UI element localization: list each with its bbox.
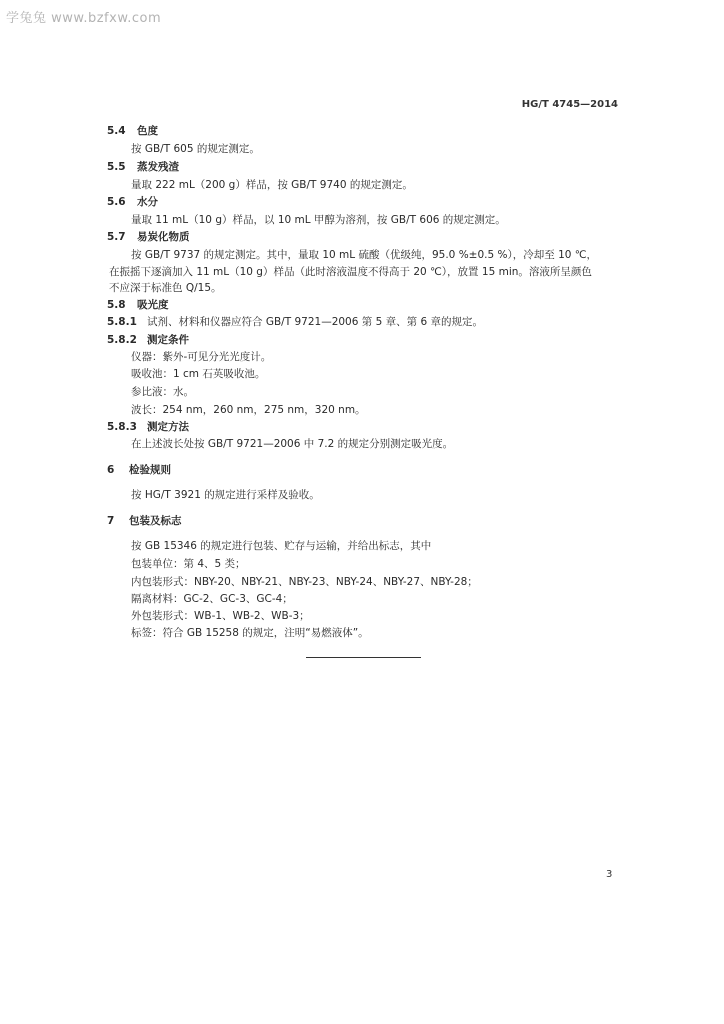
page-number: 3: [606, 869, 613, 880]
section-5-8-3-text: 在上述波长处按 GB/T 9721—2006 中 7.2 的规定分别测定吸光度。: [131, 438, 454, 450]
section-5-5-heading: [107, 161, 179, 174]
section-title: 色度: [137, 125, 158, 137]
section-number: 5.8.2: [107, 334, 137, 346]
section-number: 5.4: [107, 125, 126, 137]
section-title: 包装及标志: [129, 515, 182, 527]
section-number: 5.8.1: [107, 316, 137, 328]
section-number: 5.8.3: [107, 421, 137, 433]
section-title: 测定方法: [147, 421, 189, 433]
section-number: 7: [107, 515, 115, 527]
section-5-8-2-line-3: 参比液：水。: [131, 386, 194, 398]
section-5-7-line-3: 不应深于标准色 Q/15。: [109, 282, 222, 294]
section-5-7-heading: [107, 231, 190, 244]
section-7-line-4: 隔离材料：GC-2、GC-3、GC-4；: [131, 593, 293, 605]
section-6-heading: [107, 464, 171, 477]
section-5-5-text: 量取 222 mL（200 g）样品，按 GB/T 9740 的规定测定。: [131, 179, 413, 191]
standard-code: HG/T 4745—2014: [521, 99, 618, 110]
section-title: 吸光度: [137, 299, 169, 311]
section-7-line-5: 外包装形式：WB-1、WB-2、WB-3；: [131, 610, 310, 622]
end-rule: [306, 657, 421, 658]
section-5-8-heading: [107, 299, 169, 312]
section-5-6-text: 量取 11 mL（10 g）样品，以 10 mL 甲醇为溶剂，按 GB/T 606 的规定测定。: [131, 214, 506, 226]
section-7-line-2: 包装单位：第 4、5 类；: [131, 558, 246, 570]
section-5-8-2-line-4: 波长：254 nm，260 nm，275 nm，320 nm。: [131, 404, 366, 416]
section-number: 6: [107, 464, 115, 476]
section-title: 蒸发残渣: [137, 161, 179, 173]
watermark: 学兔兔 www.bzfxw.com: [6, 11, 162, 26]
section-number: 5.8: [107, 299, 126, 311]
section-5-8-2-heading: [107, 334, 189, 347]
section-5-8-1: [107, 316, 483, 329]
section-7-line-6: 标签：符合 GB 15258 的规定，注明“易燃液体”。: [131, 627, 369, 639]
section-number: 5.7: [107, 231, 126, 243]
section-5-8-2-line-1: 仪器：紫外-可见分光光度计。: [131, 351, 272, 363]
section-5-4-heading: [107, 125, 158, 138]
section-7-line-1: 按 GB 15346 的规定进行包装、贮存与运输，并给出标志，其中: [131, 540, 432, 552]
section-5-6-heading: [107, 196, 158, 209]
section-5-8-2-line-2: 吸收池：1 cm 石英吸收池。: [131, 368, 266, 380]
section-5-7-line-1: 按 GB/T 9737 的规定测定。其中，量取 10 mL 硫酸（优级纯，95.0 %±0.5 %），冷却至 10 ℃，: [131, 249, 598, 261]
section-number: 5.5: [107, 161, 126, 173]
section-title: 检验规则: [129, 464, 171, 476]
section-title: 测定条件: [147, 334, 189, 346]
section-7-heading: [107, 515, 182, 528]
section-5-8-3-heading: [107, 421, 189, 434]
section-6-text: 按 HG/T 3921 的规定进行采样及验收。: [131, 489, 320, 501]
section-title: 易炭化物质: [137, 231, 190, 243]
section-text: 试剂、材料和仪器应符合 GB/T 9721—2006 第 5 章、第 6 章的规定。: [147, 316, 483, 328]
section-title: 水分: [137, 196, 158, 208]
section-number: 5.6: [107, 196, 126, 208]
section-7-line-3: 内包装形式：NBY-20、NBY-21、NBY-23、NBY-24、NBY-27、NBY-28；: [131, 576, 478, 588]
section-5-4-text: 按 GB/T 605 的规定测定。: [131, 143, 260, 155]
section-5-7-line-2: 在振摇下逐滴加入 11 mL（10 g）样品（此时溶液温度不得高于 20 ℃），放置 15 min。溶液所呈颜色: [109, 266, 592, 278]
